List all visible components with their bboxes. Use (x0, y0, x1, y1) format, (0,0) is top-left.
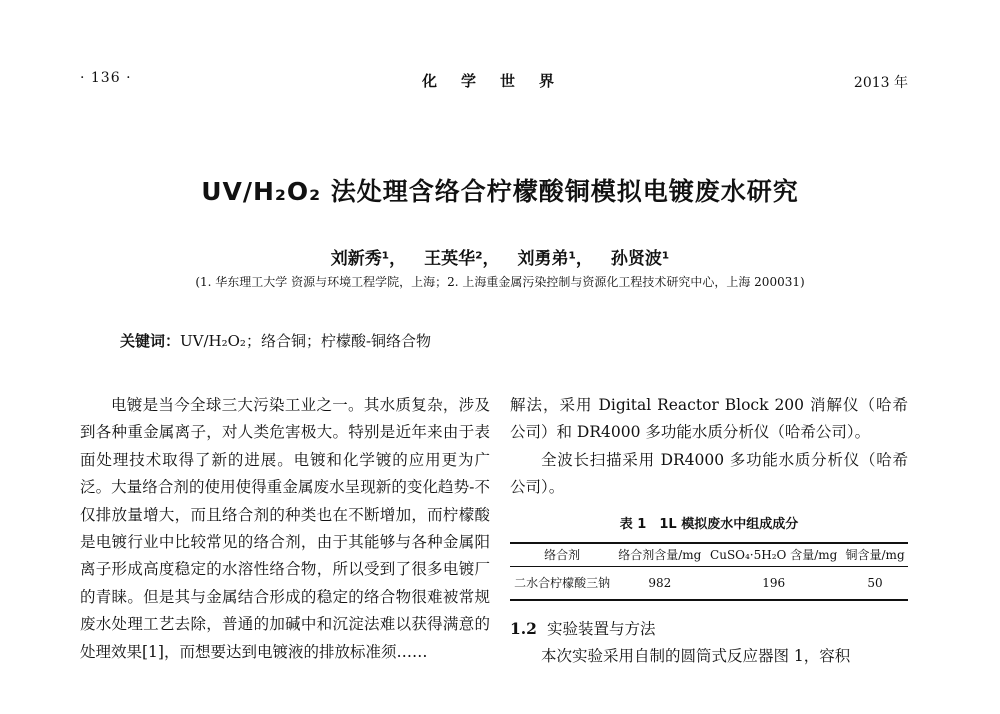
methods-paragraph-3: 本次实验采用自制的圆筒式反应器图 1，容积 (541, 647, 851, 666)
left-column (80, 392, 490, 666)
table-header-cell: CuSO₄·5H₂O 含量/mg (705, 543, 842, 567)
table-caption: 表 1 1L 模拟废水中组成成分 (619, 516, 799, 532)
author: 孙贤波¹ (610, 249, 670, 269)
page-number: · 136 · (80, 70, 132, 86)
intro-paragraph: 电镀是当今全球三大污染工业之一。其水质复杂，涉及到各种重金属离子，对人类危害极大。特别是近年来由于表面处理技术取得了新的进展。电镀和化学镀的应用更为广泛。大量络合剂的使用使得重金属废水呈现新的变化趋势-不仅排放量增大，而且络合剂的种类也在不断增加，而柠檬酸是电镀行业中比较常见的络合剂，由于其能够与各种金属阳离子形成高度稳定的水溶性络合物，所以受到了很多电镀厂的青睐。但是其与金属结合形成的稳定的络合物很难被常规废水处理工艺去除，普通的加碱中和沉淀法难以获得满意的处理效果[1]，而想要达到电镀液的排放标准须…… (80, 396, 490, 661)
keywords-text: UV/H₂O₂；络合铜；柠檬酸-铜络合物 (180, 332, 432, 350)
methods-paragraph-1: 解法，采用 Digital Reactor Block 200 消解仪（哈希公司）和 DR4000 多功能水质分析仪（哈希公司）。 (510, 396, 908, 442)
table-header-cell: 络合剂含量/mg (614, 543, 705, 567)
table-cell: 二水合柠檬酸三钠 (510, 566, 614, 600)
section-title: 实验装置与方法 (546, 619, 656, 638)
table-cell: 50 (842, 566, 908, 600)
article-title: UV/H₂O₂ 法处理含络合柠檬酸铜模拟电镀废水研究 (201, 177, 799, 206)
author-list (0, 244, 1000, 269)
table-header-cell: 铜含量/mg (842, 543, 908, 567)
table-cell: 982 (614, 566, 705, 600)
table-row (510, 566, 908, 600)
author: 刘勇弟¹， (517, 249, 593, 269)
section-number: 1.2 (510, 618, 537, 638)
publication-year: 2013 年 (853, 75, 908, 91)
right-column (510, 392, 908, 670)
author: 王英华²， (424, 249, 500, 269)
section-heading (510, 615, 908, 643)
table-header-cell: 络合剂 (510, 543, 614, 567)
table-cell: 196 (705, 566, 842, 600)
keywords-line (120, 330, 431, 351)
affiliations: (1. 华东理工大学 资源与环境工程学院，上海；2. 上海重金属污染控制与资源化工程技术研究中心，上海 200031) (195, 275, 805, 289)
methods-paragraph-2: 全波长扫描采用 DR4000 多功能水质分析仪（哈希公司）。 (510, 450, 908, 497)
journal-name: 化学世界 (421, 72, 578, 90)
composition-table (510, 542, 908, 601)
page-cut-edge (0, 706, 1000, 714)
keywords-label: 关键词： (120, 332, 181, 350)
author: 刘新秀¹， (330, 249, 407, 269)
